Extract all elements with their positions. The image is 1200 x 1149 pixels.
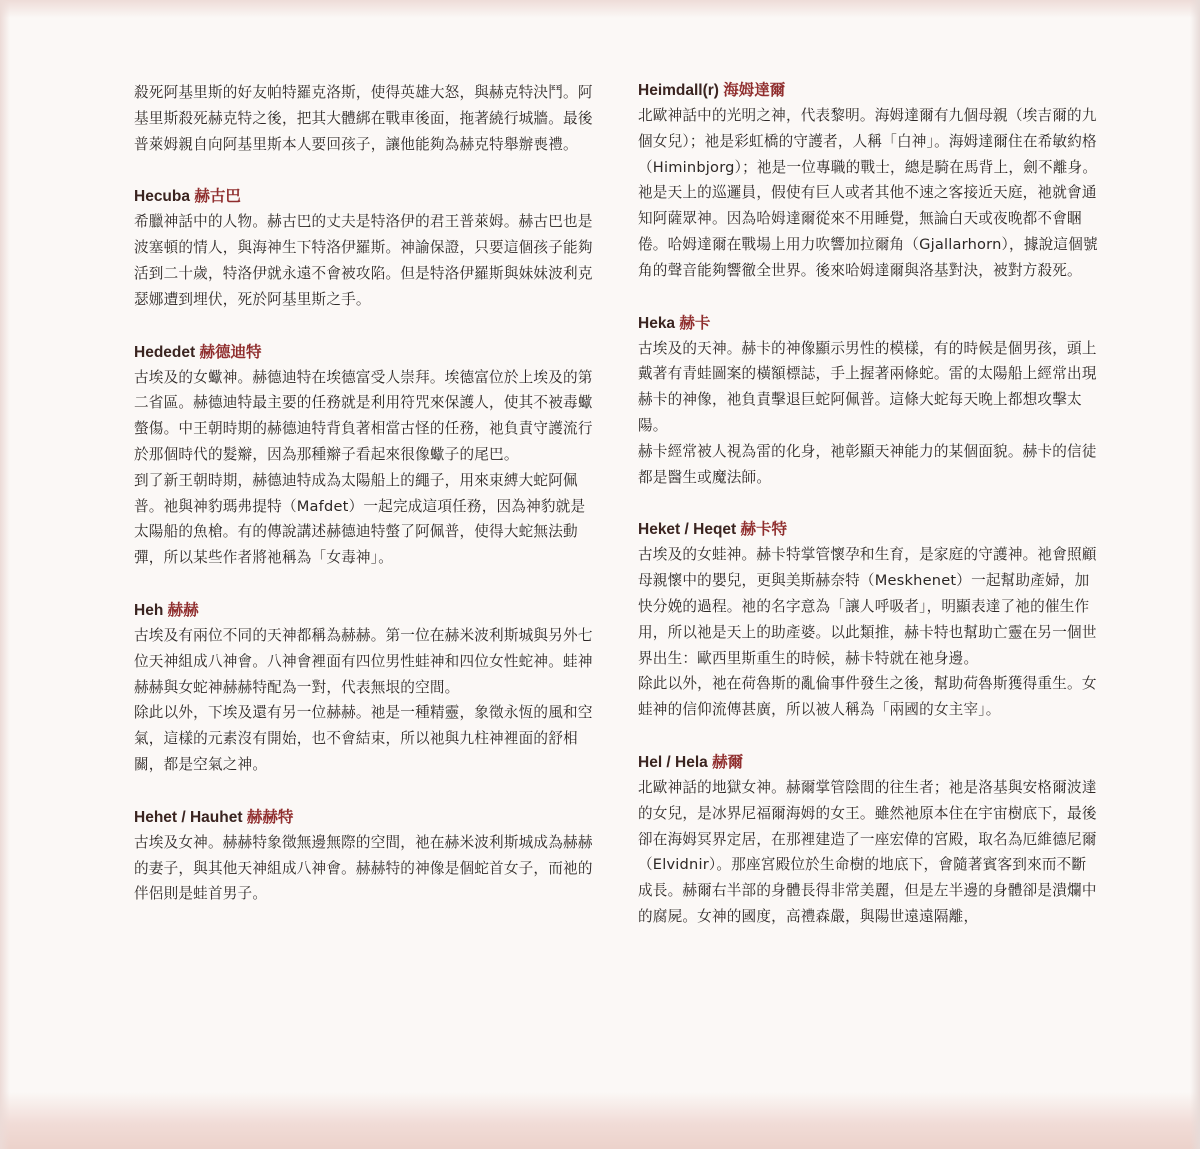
page-bottom-edge [0, 1092, 1200, 1149]
entry-title-en: Heket / Heqet [638, 521, 737, 539]
entry-title-zh: 赫赫特 [246, 808, 294, 826]
right-column [638, 80, 1100, 959]
entry-title-en: Hededet [134, 343, 196, 361]
entry-title-zh: 赫古巴 [194, 188, 241, 206]
entry-title [134, 807, 596, 829]
entry-paragraph: 希臘神話中的人物。赫古巴的丈夫是特洛伊的君王普萊姆。赫古巴也是波塞頓的情人，與海神生下特洛伊羅斯。神諭保證，只要這個孩子能夠活到二十歲，特洛伊就永遠不會被攻陷。但是特洛伊羅斯與妹妹波利克瑟娜遭到埋伏，死於阿基里斯之手。 [134, 213, 593, 308]
entry-title-en: Heh [134, 601, 164, 619]
entry-title-zh: 赫赫 [167, 601, 199, 619]
entry-paragraph: 北歐神話中的光明之神，代表黎明。海姆達爾有九個母親（埃吉爾的九個女兒）；祂是彩虹橋的守護者，人稱「白神」。海姆達爾住在希敏約格（Himinbjorg）；祂是一位專職的戰士，總是騎在馬背上，劍不離身。 [638, 107, 1098, 176]
entry-continuation [134, 80, 596, 157]
entry-title [134, 186, 596, 208]
entry-hel [638, 752, 1100, 930]
entry-title-en: Heka [638, 314, 676, 332]
entry-title-zh: 赫德迪特 [199, 343, 262, 361]
entry-title-en: Heimdall(r) [638, 82, 719, 99]
entry-title-en: Hecuba [134, 188, 190, 206]
entry-paragraph: 除此以外，下埃及還有另一位赫赫。祂是一種精靈，象徵永恆的風和空氣，這樣的元素沒有開始，也不會結束，所以祂與九柱神裡面的舒相關，都是空氣之神。 [134, 704, 593, 773]
entry-hehet [134, 807, 596, 907]
entry-title-zh: 海姆達爾 [723, 82, 786, 99]
entry-paragraph: 到了新王朝時期，赫德迪特成為太陽船上的繩子，用來束縛大蛇阿佩普。祂與神豹瑪弗提特（Mafdet）一起完成這項任務，因為神豹就是太陽船的魚槍。有的傳說講述赫德迪特螫了阿佩普，使得大蛇無法動彈，所以某些作者將祂稱為「女毒神」。 [134, 471, 586, 567]
entry-heket [638, 519, 1100, 723]
entry-title [638, 313, 1100, 335]
entry-title-en: Hehet / Hauhet [134, 808, 243, 826]
entry-title-zh: 赫爾 [712, 753, 744, 771]
entry-heimdall [638, 80, 1100, 284]
entry-heh [134, 600, 596, 778]
entry-title [638, 519, 1100, 541]
entry-paragraph: 古埃及的女蛙神。赫卡特掌管懷孕和生育，是家庭的守護神。祂會照顧母親懷中的嬰兒，更與美斯赫奈特（Meskhenet）一起幫助產婦，加快分娩的過程。祂的名字意為「讓人呼吸者」，明顯表達了祂的催生作用，所以祂是天上的助產婆。以此類推，赫卡特也幫助亡靈在另一個世界出生：歐西里斯重生的時候，赫卡特就在祂身邊。 [638, 546, 1097, 667]
entry-paragraph: 除此以外，祂在荷魯斯的亂倫事件發生之後，幫助荷魯斯獲得重生。女蛙神的信仰流傳甚廣，所以被人稱為「兩國的女主宰」。 [638, 675, 1097, 719]
page-right-edge [1190, 0, 1200, 1149]
entry-title [638, 80, 1100, 102]
page-top-edge [0, 0, 1200, 18]
entry-paragraph: 古埃及女神。赫赫特象徵無邊無際的空間，祂在赫米波利斯城成為赫赫的妻子，與其他天神組成八神會。赫赫特的神像是個蛇首女子，而祂的伴侶則是蛙首男子。 [134, 833, 593, 903]
entry-hecuba [134, 186, 596, 312]
entry-title-en: Hel / Hela [638, 753, 708, 771]
page-left-edge [0, 0, 10, 1149]
entry-paragraph: 赫卡經常被人視為雷的化身，祂彰顯天神能力的某個面貌。赫卡的信徒都是醫生或魔法師。 [638, 442, 1097, 486]
entry-paragraph: 古埃及有兩位不同的天神都稱為赫赫。第一位在赫米波利斯城與另外七位天神組成八神會。八神會裡面有四位男性蛙神和四位女性蛇神。蛙神赫赫與女蛇神赫赫特配為一對，代表無垠的空間。 [134, 626, 593, 696]
entry-title [134, 600, 596, 622]
left-column [134, 80, 596, 936]
entry-paragraph: 古埃及的天神。赫卡的神像顯示男性的模樣，有的時候是個男孩，頭上戴著有青蛙圖案的橫額標誌，手上握著兩條蛇。雷的太陽船上經常出現赫卡的神像，祂負責擊退巨蛇阿佩普。這條大蛇每天晚上都想攻擊太陽。 [638, 339, 1097, 434]
entry-paragraph: 祂是天上的巡邏員，假使有巨人或者其他不速之客接近天庭，祂就會通知阿薩眾神。因為哈姆達爾從來不用睡覺，無論白天或夜晚都不會睏倦。哈姆達爾在戰場上用力吹響加拉爾角（Gjallarhorn），據說這個號角的聲音能夠響徹全世界。後來哈姆達爾與洛基對決，被對方殺死。 [638, 184, 1098, 279]
entry-heka [638, 313, 1100, 491]
entry-paragraph: 殺死阿基里斯的好友帕特羅克洛斯，使得英雄大怒，與赫克特決鬥。阿基里斯殺死赫克特之後，把其大體綁在戰車後面，拖著繞行城牆。最後普萊姆親自向阿基里斯本人要回孩子，讓他能夠為赫克特舉辦喪禮。 [134, 84, 593, 153]
entry-paragraph: 古埃及的女蠍神。赫德迪特在埃德富受人崇拜。埃德富位於上埃及的第二省區。赫德迪特最主要的任務就是利用符咒來保護人，使其不被毒蠍螫傷。中王朝時期的赫德迪特背負著相當古怪的任務，祂負責守護流行於那個時代的髮辮，因為那種辮子看起來很像蠍子的尾巴。 [134, 368, 593, 463]
entry-paragraph: 北歐神話的地獄女神。赫爾掌管陰間的往生者；祂是洛基與安格爾波達的女兒，是冰界尼福爾海姆的女王。雖然祂原本住在宇宙樹底下，最後卻在海姆冥界定居，在那裡建造了一座宏偉的宮殿，取名為厄維德尼爾（Elvidnir）。那座宮殿位於生命樹的地底下，會隨著賓客到來而不斷成長。赫爾右半部的身體長得非常美麗，但是左半邊的身體卻是潰爛中的腐屍。女神的國度，高禮森嚴，與陽世遠遠隔離， [638, 778, 1097, 925]
entry-title [134, 342, 596, 364]
entry-title-zh: 赫卡特 [740, 521, 788, 539]
entry-title-zh: 赫卡 [679, 314, 711, 332]
entry-title [638, 752, 1100, 774]
entry-hededet [134, 342, 596, 571]
